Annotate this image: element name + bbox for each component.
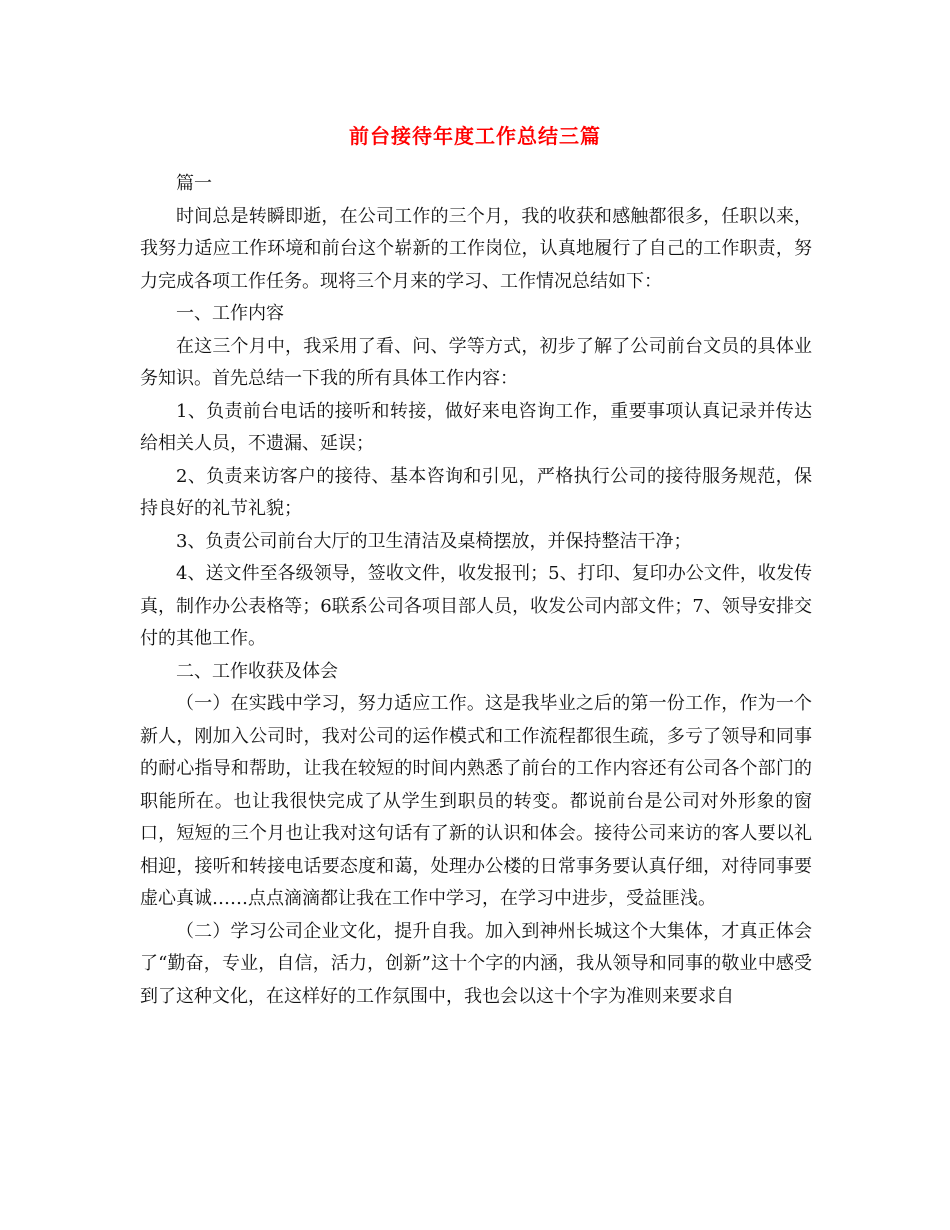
document-body xyxy=(140,168,812,1013)
section-heading: 一、工作内容 xyxy=(176,303,284,324)
list-item: 4、送文件至各级领导，签收文件，收发报刊；5、打印、复印办公文件，收发传真，制作办公表格等；6联系公司各项目部人员，收发公司内部文件；7、领导安排交付的其他工作。 xyxy=(140,563,812,649)
paragraph: （一）在实践中学习，努力适应工作。这是我毕业之后的第一份工作，作为一个新人，刚加入公司时，我对公司的运作模式和工作流程都很生疏，多亏了领导和同事的耐心指导和帮助，让我在较短的时间内熟悉了前台的工作内容还有公司各个部门的职能所在。也让我很快完成了从学生到职员的转变。都说前台是公司对外形象的窗口，短短的三个月也让我对这句话有了新的认识和体会。接待公司来访的客人要以礼相迎，接听和转接电话要态度和蔼，处理办公楼的日常事务要认真仔细，对待同事要虚心真诚……点点滴滴都让我在工作中学习，在学习中进步，受益匪浅。 xyxy=(140,693,812,909)
list-item: 3、负责公司前台大厅的卫生清洁及桌椅摆放，并保持整洁干净； xyxy=(176,530,692,552)
section-heading: 二、工作收获及体会 xyxy=(176,660,338,682)
paragraph: （二）学习公司企业文化，提升自我。加入到神州长城这个大集体，才真正体会了“勤奋，专业，自信，活力，创新”这十个字的内涵，我从领导和同事的敬业中感受到了这种文化，在这样好的工作氛围中，我也会以这十个字为准则来要求自 xyxy=(140,920,812,1007)
paragraph: 时间总是转瞬即逝，在公司工作的三个月，我的收获和感触都很多，任职以来，我努力适应工作环境和前台这个崭新的工作岗位，认真地履行了自己的工作职责，努力完成各项工作任务。现将三个月来的学习、工作情况总结如下： xyxy=(140,205,812,292)
document-title: 前台接待年度工作总结三篇 xyxy=(349,124,601,148)
paragraph: 在这三个月中，我采用了看、问、学等方式，初步了解了公司前台文员的具体业务知识。首先总结一下我的所有具体工作内容： xyxy=(140,335,812,389)
list-item: 2、负责来访客户的接待、基本咨询和引见，严格执行公司的接待服务规范，保持良好的礼节礼貌； xyxy=(140,465,812,519)
list-item: 1、负责前台电话的接听和转接，做好来电咨询工作，重要事项认真记录并传达给相关人员，不遗漏、延误； xyxy=(140,400,812,454)
section-label: 篇一 xyxy=(176,173,212,194)
